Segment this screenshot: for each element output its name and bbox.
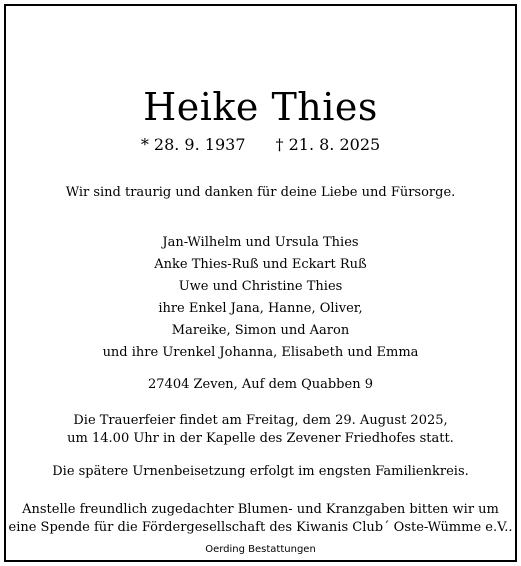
obituary-notice bbox=[4, 4, 517, 562]
mourner-line: ihre Enkel Jana, Hanne, Oliver, bbox=[158, 301, 363, 316]
mourner-line: Uwe und Christine Thies bbox=[178, 279, 343, 294]
life-dates bbox=[6, 134, 515, 156]
death-date: † 21. 8. 2025 bbox=[275, 135, 381, 154]
deceased-name: Heike Thies bbox=[143, 85, 378, 129]
mourner-line: Mareike, Simon und Aaron bbox=[171, 323, 350, 338]
funeral-line: Die Trauerfeier findet am Freitag, dem 29. August 2025, bbox=[73, 413, 448, 428]
address: 27404 Zeven, Auf dem Quabben 9 bbox=[148, 377, 373, 392]
urn-burial-text: Die spätere Urnenbeisetzung erfolgt im engsten Familienkreis. bbox=[52, 464, 469, 479]
mourner-line: und ihre Urenkel Johanna, Elisabeth und Emma bbox=[102, 345, 419, 360]
mourner-line: Jan-Wilhelm und Ursula Thies bbox=[162, 235, 359, 250]
funeral-line: um 14.00 Uhr in der Kapelle des Zevener Friedhofes statt. bbox=[67, 431, 454, 446]
donation-line: Anstelle freundlich zugedachter Blumen- und Kranzgaben bitten wir um bbox=[22, 502, 499, 517]
mourner-line: Anke Thies-Ruß und Eckart Ruß bbox=[154, 257, 367, 272]
funeral-home: Oerding Bestattungen bbox=[205, 544, 316, 555]
birth-date: * 28. 9. 1937 bbox=[140, 135, 246, 154]
donation-line: eine Spende für die Fördergesellschaft des Kiwanis Club´ Oste-Wümme e.V.. bbox=[8, 520, 513, 535]
thanks-text: Wir sind traurig und danken für deine Liebe und Fürsorge. bbox=[65, 185, 456, 200]
